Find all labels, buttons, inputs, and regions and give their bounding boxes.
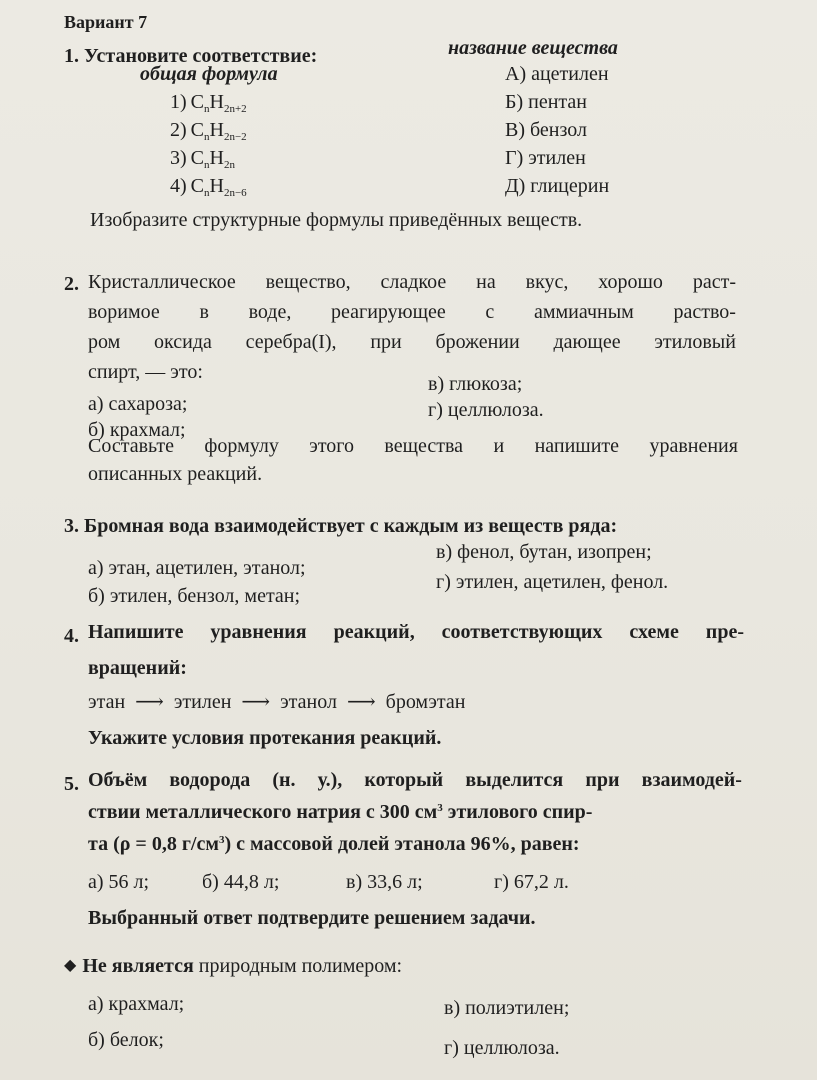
- q4-scheme-item-3: этанол: [280, 691, 337, 713]
- word: серебра(I),: [245, 331, 337, 353]
- q6-prompt: [64, 954, 402, 980]
- q1-formula-hydrogen-index: 2n−2: [223, 131, 247, 143]
- word: при: [585, 769, 620, 791]
- q1-formula-carbon-index: n: [204, 159, 210, 171]
- word: Напишите: [88, 621, 184, 643]
- q2-option-g: г) целлюлоза.: [428, 399, 544, 421]
- word: (н.: [272, 769, 296, 791]
- word: пре-: [705, 621, 744, 643]
- arrow-icon: ⟶: [241, 691, 271, 713]
- q1-formula-carbon-index: n: [204, 187, 210, 199]
- word: брожении: [435, 331, 520, 353]
- q1-formula-carbon: C: [190, 175, 205, 197]
- q1-formula-carbon: C: [190, 119, 205, 141]
- word: воде,: [248, 301, 292, 323]
- word: Кристаллическое: [88, 271, 236, 293]
- word: реагирующее: [331, 301, 446, 323]
- word: Объём: [88, 769, 148, 791]
- q2-task-line-1: [88, 434, 738, 458]
- q5-number: 5.: [64, 773, 79, 795]
- q3-option-v: в) фенол, бутан, изопрен;: [436, 541, 652, 563]
- q2-option-a: а) сахароза;: [88, 393, 188, 415]
- word: хорошо: [598, 271, 663, 293]
- word: уравнения: [649, 435, 738, 457]
- q2-option-b: б) крахмал;: [88, 419, 186, 441]
- q1-formula-hydrogen: H: [209, 91, 224, 113]
- q1-right-header: название вещества: [448, 37, 618, 59]
- word: вещество,: [265, 271, 351, 293]
- word: раство-: [673, 301, 736, 323]
- q1-formula-2: [170, 118, 247, 145]
- q1-left-header: общая формула: [140, 63, 278, 85]
- q1-formula-number: 1): [170, 91, 187, 113]
- q1-formula-hydrogen-index: 2n−6: [223, 187, 247, 199]
- word: взаимодей-: [641, 769, 742, 791]
- word: вещества: [384, 435, 464, 457]
- q5-superscript: 3: [218, 834, 225, 846]
- q3-option-a: а) этан, ацетилен, этанол;: [88, 557, 306, 579]
- arrow-icon: ⟶: [346, 691, 376, 713]
- word: этиловый: [654, 331, 736, 353]
- q1-formula-carbon: C: [190, 147, 205, 169]
- word: раст-: [692, 271, 736, 293]
- arrow-icon: ⟶: [135, 691, 164, 713]
- word: соответствующих: [441, 621, 603, 643]
- q1-formula-carbon-index: n: [204, 131, 210, 143]
- q3-option-g: г) этилен, ацетилен, фенол.: [436, 571, 669, 593]
- q5-superscript: 3: [437, 802, 443, 814]
- q4-scheme-item-2: этилен: [173, 691, 232, 713]
- word: дающее: [553, 331, 621, 353]
- q1-formula-4: [170, 174, 247, 201]
- word: сладкое: [380, 271, 447, 293]
- word: выделится: [465, 769, 564, 791]
- q4-scheme-item-1: этан: [88, 691, 126, 713]
- q2-line-2: [88, 300, 736, 324]
- q1-formula-number: 3): [170, 147, 187, 169]
- q4-line-1: [88, 620, 744, 644]
- q4-scheme-item-4: бромэтан: [385, 691, 466, 713]
- word: у.),: [317, 769, 343, 791]
- q1-formula-carbon: C: [190, 91, 205, 113]
- q1-name-a: А) ацетилен: [505, 63, 609, 85]
- word: напишите: [534, 435, 620, 457]
- q1-name-b: Б) пентан: [505, 91, 587, 113]
- variant-title: Вариант 7: [64, 12, 148, 32]
- q1-formula-hydrogen-index: 2n: [223, 159, 235, 171]
- q1-name-d: Д) глицерин: [505, 175, 610, 197]
- q5-answer-a: а) 56 л;: [88, 871, 150, 893]
- word: Составьте: [88, 435, 174, 457]
- q2-line-1: [88, 270, 736, 294]
- q3-prompt: [64, 514, 617, 538]
- q1-prompt-text: Установите соответствие:: [84, 45, 318, 67]
- word: в: [199, 301, 209, 323]
- word: реакций,: [333, 621, 415, 643]
- q5-line-2: [88, 800, 592, 827]
- q1-formula-number: 4): [170, 175, 187, 197]
- q1-formula-hydrogen: H: [209, 147, 224, 169]
- q2-option-v: в) глюкоза;: [428, 373, 523, 395]
- q5-answer-g: г) 67,2 л.: [494, 871, 569, 893]
- word: который: [364, 769, 444, 791]
- q1-name-g: Г) этилен: [505, 147, 586, 169]
- word: уравнения: [210, 621, 307, 643]
- word: вкус,: [525, 271, 569, 293]
- q5-answer-v: в) 33,6 л;: [346, 871, 423, 893]
- q1-formula-number: 2): [170, 119, 187, 141]
- q2-line-4: спирт, — это:: [88, 361, 203, 383]
- word: с: [485, 301, 495, 323]
- word: на: [476, 271, 496, 293]
- word: формулу: [204, 435, 279, 457]
- q5-line-3: [88, 832, 580, 859]
- q2-task-line-2: описанных реакций.: [88, 463, 263, 485]
- q1-formula-3: [170, 146, 235, 173]
- q5-line-1: [88, 768, 742, 792]
- q6-option-v: в) полиэтилен;: [444, 997, 570, 1019]
- q6-option-b: б) белок;: [88, 1029, 164, 1051]
- q5-line-2-text: ствии металлического натрия с 300 см: [88, 801, 438, 823]
- word: схеме: [629, 621, 679, 643]
- q4-line-2: вращений:: [88, 657, 187, 679]
- q1-task: Изобразите структурные формулы приведённых веществ.: [90, 209, 583, 231]
- q5-line-2-end: этилового спир-: [442, 801, 593, 823]
- word: аммиачным: [533, 301, 634, 323]
- q6-prompt-rest: природным полимером:: [193, 955, 403, 977]
- q3-prompt-text: Бромная вода взаимодействует с каждым из веществ ряда:: [84, 515, 618, 537]
- q5-answer-b: б) 44,8 л;: [202, 871, 280, 893]
- q4-number: 4.: [64, 625, 79, 647]
- q5-line-3-end: ) с массовой долей этанола 96%, равен:: [224, 833, 580, 855]
- q3-option-b: б) этилен, бензол, метан;: [88, 585, 301, 607]
- q1-formula-hydrogen: H: [209, 175, 224, 197]
- word: воримое: [88, 301, 160, 323]
- q1-formula-hydrogen-index: 2n+2: [223, 103, 247, 115]
- q2-line-3: [88, 330, 736, 354]
- word: оксида: [154, 331, 212, 353]
- q5-line-3-text: та (ρ = 0,8 г/см: [88, 833, 219, 855]
- word: этого: [309, 435, 354, 457]
- q4-scheme: [88, 690, 465, 714]
- diamond-bullet-icon: ◆: [64, 957, 77, 974]
- word: ром: [88, 331, 121, 353]
- q5-task: Выбранный ответ подтвердите решением задачи.: [88, 907, 536, 929]
- q1-formula-hydrogen: H: [209, 119, 224, 141]
- word: при: [370, 331, 402, 353]
- word: и: [493, 435, 505, 457]
- q1-number: 1.: [64, 45, 79, 67]
- q4-task: Укажите условия протекания реакций.: [88, 727, 442, 749]
- q2-number: 2.: [64, 273, 79, 295]
- q1-formula-carbon-index: n: [204, 103, 210, 115]
- q1-name-v: В) бензол: [505, 119, 587, 141]
- word: водорода: [169, 769, 251, 791]
- q6-prompt-bold: Не является: [82, 955, 194, 977]
- q6-option-g: г) целлюлоза.: [444, 1037, 560, 1059]
- q1-formula-1: [170, 90, 247, 117]
- q3-number: 3.: [64, 515, 79, 537]
- q6-option-a: а) крахмал;: [88, 993, 185, 1015]
